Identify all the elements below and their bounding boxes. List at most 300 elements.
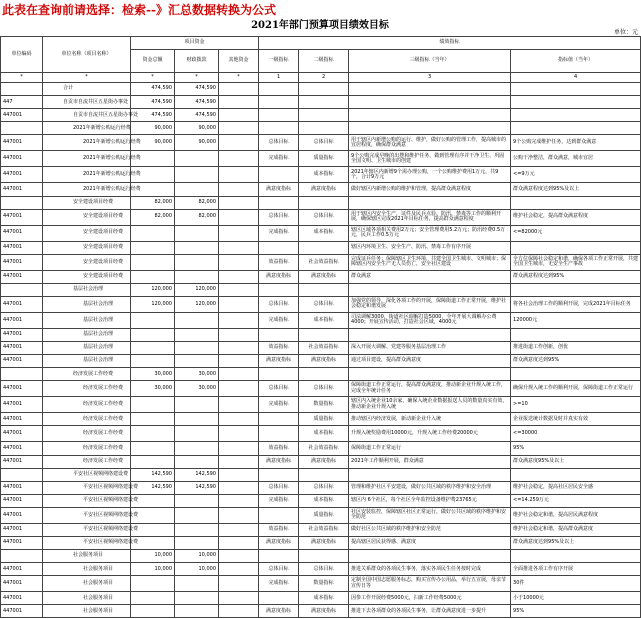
total-funds-cell [131, 413, 175, 426]
level3-cell: 司法调解3000，街道社区调解打造5000，全年开展大调解办公费4000；开展宣传活动，打造社会区域，4000元 [349, 312, 511, 328]
value-cell [511, 122, 641, 135]
level2-cell: 社会效益指标 [299, 442, 349, 455]
level3-cell: 做好社区公共区域的秩序维护和安全防范 [349, 523, 511, 536]
value-cell: 维护社会稳定，提高社区居民安全感 [511, 481, 641, 494]
other-funds-cell [219, 494, 259, 507]
level1-cell [259, 283, 299, 296]
other-funds-cell [219, 270, 259, 283]
level3-cell: 提高辖区居民获得感、满意度 [349, 536, 511, 549]
header-value: 指标值（当年） [511, 50, 641, 73]
total-funds-cell: 82,000 [131, 209, 175, 225]
value-cell: 95% [511, 442, 641, 455]
total-funds-cell [131, 442, 175, 455]
unit-code-cell [1, 368, 43, 381]
total-funds-cell [131, 426, 175, 442]
unit-code-cell: 447001 [1, 592, 43, 605]
total-funds-cell: 142,590 [131, 468, 175, 481]
value-cell [511, 368, 641, 381]
value-cell: 群众满意度达到95%及以上 [511, 536, 641, 549]
level1-cell: 完成指标 [259, 494, 299, 507]
header-unit-code: 单位编码 [1, 37, 43, 73]
other-funds-cell [219, 96, 259, 109]
value-cell: 30件 [511, 576, 641, 592]
level2-cell [299, 283, 349, 296]
value-cell: 推进街道工作创新，创优 [511, 342, 641, 355]
level1-cell: 总体目标 [259, 209, 299, 225]
unit-name-cell: 合计 [43, 83, 131, 96]
level3-cell [349, 122, 511, 135]
total-funds-cell [131, 312, 175, 328]
level1-cell [259, 241, 299, 254]
level1-cell: 完成指标 [259, 225, 299, 241]
level2-cell: 社会效益指标 [299, 342, 349, 355]
unit-code-cell: 447001 [1, 481, 43, 494]
value-cell: 群众满意程度达到95% [511, 270, 641, 283]
total-funds-cell: 90,000 [131, 122, 175, 135]
unit-name-cell: 平安社区视频网络建设费 [43, 507, 131, 523]
unit-name-cell: 社会服务项目 [43, 592, 131, 605]
unit-code-cell: 447001 [1, 381, 43, 397]
value-cell [511, 550, 641, 563]
unit-name-cell: 安全建设项目经费 [43, 254, 131, 270]
level2-cell: 满意度指标 [299, 183, 349, 196]
level3-cell: 辖区区域各项相关费用2万元；安全管理费用5.2万元；防汛经费0.5万元，民兵工作0.5万元 [349, 225, 511, 241]
total-funds-cell: 30,000 [131, 368, 175, 381]
level2-cell: 总体目标 [299, 381, 349, 397]
unit-name-cell: 平安社区视频网络建设费 [43, 468, 131, 481]
unit-name-cell: 平安社区视频网络建设费 [43, 494, 131, 507]
table-row [1, 468, 641, 481]
unit-name-cell: 基层社会治理 [43, 296, 131, 312]
value-cell [511, 96, 641, 109]
other-funds-cell [219, 413, 259, 426]
header-level2: 二级指标 [299, 50, 349, 73]
other-funds-cell [219, 167, 259, 183]
level3-cell: 用于辖区内新增公购的运行、维护，做好公购的管理工作，提高城市的宜居程度，确保群众满意 [349, 135, 511, 151]
warning-banner: 此表在查询前请选择：检索--》汇总数据转换为公式 [2, 3, 276, 17]
unit-code-cell: 447001 [1, 576, 43, 592]
value-cell: >=10 [511, 397, 641, 413]
value-cell: 全面推进各项工作有序开展 [511, 563, 641, 576]
table-row [1, 523, 641, 536]
other-funds-cell [219, 368, 259, 381]
value-cell: <=9万元 [511, 167, 641, 183]
level3-cell: 保障街道工作正常运行，提高群众满意度，推动新企业升规入统工作，完成全年统计任务 [349, 381, 511, 397]
total-funds-cell [131, 576, 175, 592]
header-level3: 三级指标（当年） [349, 50, 511, 73]
value-cell: 全方位保障社会稳定和谐，确保各项工作正常开展，共建全国卫生城市，无安全生产事故 [511, 254, 641, 270]
unit-code-cell: 447001 [1, 270, 43, 283]
fiscal-funds-cell [175, 592, 219, 605]
level1-cell: 总体目标 [259, 296, 299, 312]
table-row [1, 507, 641, 523]
other-funds-cell [219, 209, 259, 225]
unit-name-cell: 经济发展工作经费 [43, 442, 131, 455]
level2-cell: 满意度指标 [299, 270, 349, 283]
level1-cell [259, 507, 299, 523]
level3-cell: 辖区内环境卫生、安全生产、防汛、禁毒工作有序开展 [349, 241, 511, 254]
header-performance: 绩效指标 [259, 37, 641, 50]
other-funds-cell [219, 468, 259, 481]
value-cell [511, 109, 641, 122]
table-row [1, 368, 641, 381]
level2-cell [299, 468, 349, 481]
value-cell: 企业报送统计数据及时并真实有效 [511, 413, 641, 426]
level1-cell: 完成指标 [259, 312, 299, 328]
other-funds-cell [219, 576, 259, 592]
total-funds-cell: 90,000 [131, 135, 175, 151]
fiscal-funds-cell [175, 328, 219, 341]
unit-code-cell: 447001 [1, 296, 43, 312]
level2-cell [299, 109, 349, 122]
value-cell: 群众满意度达到95% [511, 355, 641, 368]
level2-cell: 质量指标 [299, 413, 349, 426]
value-cell: <=14.259万元 [511, 494, 641, 507]
header-total-funds: 资金总额 [131, 50, 175, 73]
unit-name-cell: 基层社会治理 [43, 312, 131, 328]
fiscal-funds-cell: 90,000 [175, 135, 219, 151]
fiscal-funds-cell [175, 151, 219, 167]
level2-cell [299, 196, 349, 209]
level1-cell: 总体目标 [259, 481, 299, 494]
total-funds-cell: 120,000 [131, 296, 175, 312]
fiscal-funds-cell: 474,590 [175, 96, 219, 109]
unit-code-cell: 447001 [1, 241, 43, 254]
level1-cell: 满意度指标 [259, 183, 299, 196]
fiscal-funds-cell [175, 426, 219, 442]
unit-code-cell: 447001 [1, 225, 43, 241]
fiscal-funds-cell: 120,000 [175, 283, 219, 296]
level2-cell: 质量指标 [299, 507, 349, 523]
level1-cell: 满意度指标 [259, 536, 299, 549]
other-funds-cell [219, 550, 259, 563]
level1-cell [259, 196, 299, 209]
table-row [1, 494, 641, 507]
total-funds-cell [131, 342, 175, 355]
unit-name-cell: 安全建设项目经费 [43, 196, 131, 209]
value-cell: <=30000 [511, 426, 641, 442]
value-cell [511, 468, 641, 481]
header-other-funds: 其他资金 [219, 50, 259, 73]
level3-cell: 做好辖区内新增公购的维护和管理，提高群众满意程度 [349, 183, 511, 196]
table-row [1, 576, 641, 592]
unit-code-cell [1, 122, 43, 135]
total-funds-cell [131, 397, 175, 413]
table-row [1, 283, 641, 296]
total-funds-cell [131, 328, 175, 341]
level2-cell: 总体目标 [299, 481, 349, 494]
unit-name-cell: 经济发展工作经费 [43, 455, 131, 468]
level2-cell: 数量指标 [299, 576, 349, 592]
fiscal-funds-cell: 142,590 [175, 468, 219, 481]
value-cell: 维护社会稳定和谐，提高居民满意程度 [511, 507, 641, 523]
other-funds-cell [219, 442, 259, 455]
table-row [1, 135, 641, 151]
index-cell: 2 [299, 73, 349, 83]
unit-name-cell: 社会服务项目 [43, 550, 131, 563]
fiscal-funds-cell [175, 167, 219, 183]
other-funds-cell [219, 109, 259, 122]
unit-code-cell: 447001 [1, 109, 43, 122]
value-cell [511, 283, 641, 296]
unit-name-cell: 平安社区视频网络建设费 [43, 523, 131, 536]
fiscal-funds-cell [175, 241, 219, 254]
unit-name-cell: 经济发展工作经费 [43, 426, 131, 442]
fiscal-funds-cell: 10,000 [175, 550, 219, 563]
unit-name-cell: 经济发展工作经费 [43, 397, 131, 413]
unit-name-cell: 经济发展工作经费 [43, 413, 131, 426]
value-cell: 确保升规入统工作的顺利开展，保障街道工作正常运行 [511, 381, 641, 397]
table-row [1, 592, 641, 605]
value-cell: <=82000元 [511, 225, 641, 241]
unit-code-cell [1, 196, 43, 209]
unit-name-cell: 自贡市自流井区五星街办事处 [43, 96, 131, 109]
fiscal-funds-cell: 120,000 [175, 296, 219, 312]
level1-cell [259, 328, 299, 341]
unit-name-cell: 基层社会治理 [43, 355, 131, 368]
other-funds-cell [219, 225, 259, 241]
other-funds-cell [219, 381, 259, 397]
level2-cell [299, 368, 349, 381]
total-funds-cell: 10,000 [131, 550, 175, 563]
total-funds-cell [131, 254, 175, 270]
performance-table [0, 36, 641, 618]
other-funds-cell [219, 592, 259, 605]
total-funds-cell: 474,590 [131, 96, 175, 109]
level2-cell: 总体目标 [299, 563, 349, 576]
unit-code-cell: 447001 [1, 355, 43, 368]
other-funds-cell [219, 563, 259, 576]
unit-name-cell: 2021年新增公购运行经费 [43, 167, 131, 183]
total-funds-cell [131, 241, 175, 254]
unit-name-cell: 基层社会治理 [43, 342, 131, 355]
other-funds-cell [219, 83, 259, 96]
level1-cell: 完成指标 [259, 397, 299, 413]
level1-cell: 完成指标 [259, 151, 299, 167]
table-row [1, 605, 641, 618]
level3-cell [349, 468, 511, 481]
other-funds-cell [219, 135, 259, 151]
unit-code-cell: 447001 [1, 342, 43, 355]
unit-code-cell: 447001 [1, 135, 43, 151]
level3-cell: 保障街道工作正常运行 [349, 442, 511, 455]
fiscal-funds-cell: 82,000 [175, 209, 219, 225]
level2-cell: 满意度指标 [299, 536, 349, 549]
unit-code-cell: 447001 [1, 254, 43, 270]
value-cell: 维护社会稳定，提高群众满意程度 [511, 209, 641, 225]
level1-cell: 总体目标 [259, 135, 299, 151]
table-row [1, 151, 641, 167]
index-row [1, 73, 641, 83]
table-row [1, 397, 641, 413]
level3-cell [349, 196, 511, 209]
header-project-funds: 项目资金 [131, 37, 259, 50]
level1-cell: 满意度指标 [259, 355, 299, 368]
level2-cell: 满意度指标 [299, 355, 349, 368]
level2-cell: 质量指标 [299, 151, 349, 167]
unit-name-cell: 社会服务项目 [43, 563, 131, 576]
table-row [1, 536, 641, 549]
level3-cell: 升规入统奖励费用10000元，升规入统工作经费20000元 [349, 426, 511, 442]
fiscal-funds-cell [175, 342, 219, 355]
value-cell: 9个公购完成维护任务，达到群众满意 [511, 135, 641, 151]
other-funds-cell [219, 328, 259, 341]
unit-code-cell [1, 283, 43, 296]
fiscal-funds-cell [175, 413, 219, 426]
value-cell: 维护社会稳定和谐，提高群众满意度 [511, 523, 641, 536]
total-funds-cell [131, 355, 175, 368]
unit-name-cell: 基层社会治理 [43, 283, 131, 296]
level1-cell: 满意度指标 [259, 270, 299, 283]
level2-cell [299, 550, 349, 563]
level1-cell: 效益指标 [259, 254, 299, 270]
index-cell: * [1, 73, 43, 83]
fiscal-funds-cell [175, 183, 219, 196]
fiscal-funds-cell [175, 254, 219, 270]
level2-cell: 社会效益指标 [299, 523, 349, 536]
level2-cell [299, 96, 349, 109]
other-funds-cell [219, 536, 259, 549]
total-funds-cell: 120,000 [131, 283, 175, 296]
other-funds-cell [219, 426, 259, 442]
table-row [1, 355, 641, 368]
value-cell [511, 241, 641, 254]
level3-cell: 群众满意 [349, 270, 511, 283]
fiscal-funds-cell [175, 397, 219, 413]
table-row [1, 481, 641, 494]
total-funds-cell: 82,000 [131, 196, 175, 209]
table-row [1, 413, 641, 426]
table-row [1, 270, 641, 283]
unit-code-cell: 447001 [1, 413, 43, 426]
unit-name-cell: 2021年新增公购运行经费 [43, 122, 131, 135]
level1-cell: 效益指标 [259, 342, 299, 355]
level3-cell [349, 368, 511, 381]
level3-cell: 因参工作开展经费5000元，扫新工作经费5000元 [349, 592, 511, 605]
table-row [1, 296, 641, 312]
unit-code-cell: 447 [1, 96, 43, 109]
level1-cell [259, 96, 299, 109]
total-funds-cell: 30,000 [131, 381, 175, 397]
index-cell: 4 [511, 73, 641, 83]
other-funds-cell [219, 296, 259, 312]
level1-cell [259, 550, 299, 563]
unit-code-cell: 447001 [1, 151, 43, 167]
other-funds-cell [219, 507, 259, 523]
level2-cell [299, 241, 349, 254]
index-cell: * [131, 73, 175, 83]
header-level1: 一级指标 [259, 50, 299, 73]
unit-code-cell: 447001 [1, 312, 43, 328]
value-cell: 小于10000元 [511, 592, 641, 605]
other-funds-cell [219, 397, 259, 413]
header-row-1 [1, 37, 641, 50]
level1-cell: 满意度指标 [259, 605, 299, 618]
unit-code-cell: 447001 [1, 455, 43, 468]
table-row [1, 196, 641, 209]
level3-cell: 社区安装监控，保障辖区社区正常运行，做好公共区域的秩序维护和安全防范 [349, 507, 511, 523]
unit-code-cell [1, 468, 43, 481]
unit-code-cell: 447001 [1, 167, 43, 183]
level3-cell: 通过项目建设，提高群众满意度 [349, 355, 511, 368]
unit-name-cell: 安全建设项目经费 [43, 225, 131, 241]
level2-cell [299, 83, 349, 96]
other-funds-cell [219, 283, 259, 296]
other-funds-cell [219, 183, 259, 196]
unit-name-cell: 平安社区视频网络建设费 [43, 536, 131, 549]
unit-code-cell [1, 550, 43, 563]
level2-cell [299, 328, 349, 341]
level1-cell [259, 122, 299, 135]
fiscal-funds-cell [175, 270, 219, 283]
level1-cell [259, 592, 299, 605]
other-funds-cell [219, 481, 259, 494]
value-cell: 群众满意度95%及以上 [511, 455, 641, 468]
other-funds-cell [219, 122, 259, 135]
level1-cell: 总体目标 [259, 563, 299, 576]
total-funds-cell [131, 605, 175, 618]
unit-code-cell: 447001 [1, 536, 43, 549]
total-funds-cell [131, 270, 175, 283]
other-funds-cell [219, 312, 259, 328]
value-cell: 将各社会治理工作的顺利开展，完成2021年目标任务 [511, 296, 641, 312]
unit-name-cell: 2021年新增公购运行经费 [43, 151, 131, 167]
fiscal-funds-cell [175, 225, 219, 241]
level3-cell: 用于辖区内安全生产，证件及民兵点验、防汛、禁毒等工作的顺利开展，确保辖区完成2021年目标任务，提高群众满意程度 [349, 209, 511, 225]
table-row [1, 209, 641, 225]
level3-cell [349, 83, 511, 96]
level3-cell: 定制全国中国志愿服务标志，购买宣传办公用品，举行五宣展，母亲节宣传日等 [349, 576, 511, 592]
level3-cell: 辖区内 6个社区，每个社区全年监控设备维护费23765元 [349, 494, 511, 507]
total-funds-cell [131, 225, 175, 241]
level1-cell [259, 413, 299, 426]
fiscal-funds-cell [175, 576, 219, 592]
unit-label: 单位：元 [613, 29, 638, 36]
table-row [1, 167, 641, 183]
fiscal-funds-cell: 30,000 [175, 368, 219, 381]
level2-cell: 成本指标 [299, 167, 349, 183]
fiscal-funds-cell [175, 355, 219, 368]
level1-cell: 满意度指标 [259, 455, 299, 468]
fiscal-funds-cell [175, 536, 219, 549]
unit-name-cell: 2021年新增公购运行经费 [43, 183, 131, 196]
unit-code-cell: 447001 [1, 523, 43, 536]
other-funds-cell [219, 342, 259, 355]
level1-cell [259, 426, 299, 442]
fiscal-funds-cell [175, 455, 219, 468]
fiscal-funds-cell: 10,000 [175, 563, 219, 576]
level3-cell: 辖区内入统企业10余家，确保入统企业数据报送人员的数量真实有效，推动新企业升规入统 [349, 397, 511, 413]
fiscal-funds-cell [175, 605, 219, 618]
level2-cell: 数量指标 [299, 397, 349, 413]
unit-name-cell: 社会服务项目 [43, 605, 131, 618]
level3-cell: 推进关系群众的各项民生事务，落实各项民生任务按时完成 [349, 563, 511, 576]
table-row [1, 381, 641, 397]
fiscal-funds-cell [175, 507, 219, 523]
other-funds-cell [219, 355, 259, 368]
fiscal-funds-cell: 142,590 [175, 481, 219, 494]
index-cell: * [219, 73, 259, 83]
level2-cell: 总体目标 [299, 209, 349, 225]
fiscal-funds-cell: 474,590 [175, 83, 219, 96]
unit-code-cell: 447001 [1, 209, 43, 225]
total-funds-cell: 474,590 [131, 109, 175, 122]
level1-cell [259, 468, 299, 481]
fiscal-funds-cell: 90,000 [175, 122, 219, 135]
table-row [1, 550, 641, 563]
unit-name-cell: 基层社会治理 [43, 328, 131, 341]
level2-cell [299, 122, 349, 135]
